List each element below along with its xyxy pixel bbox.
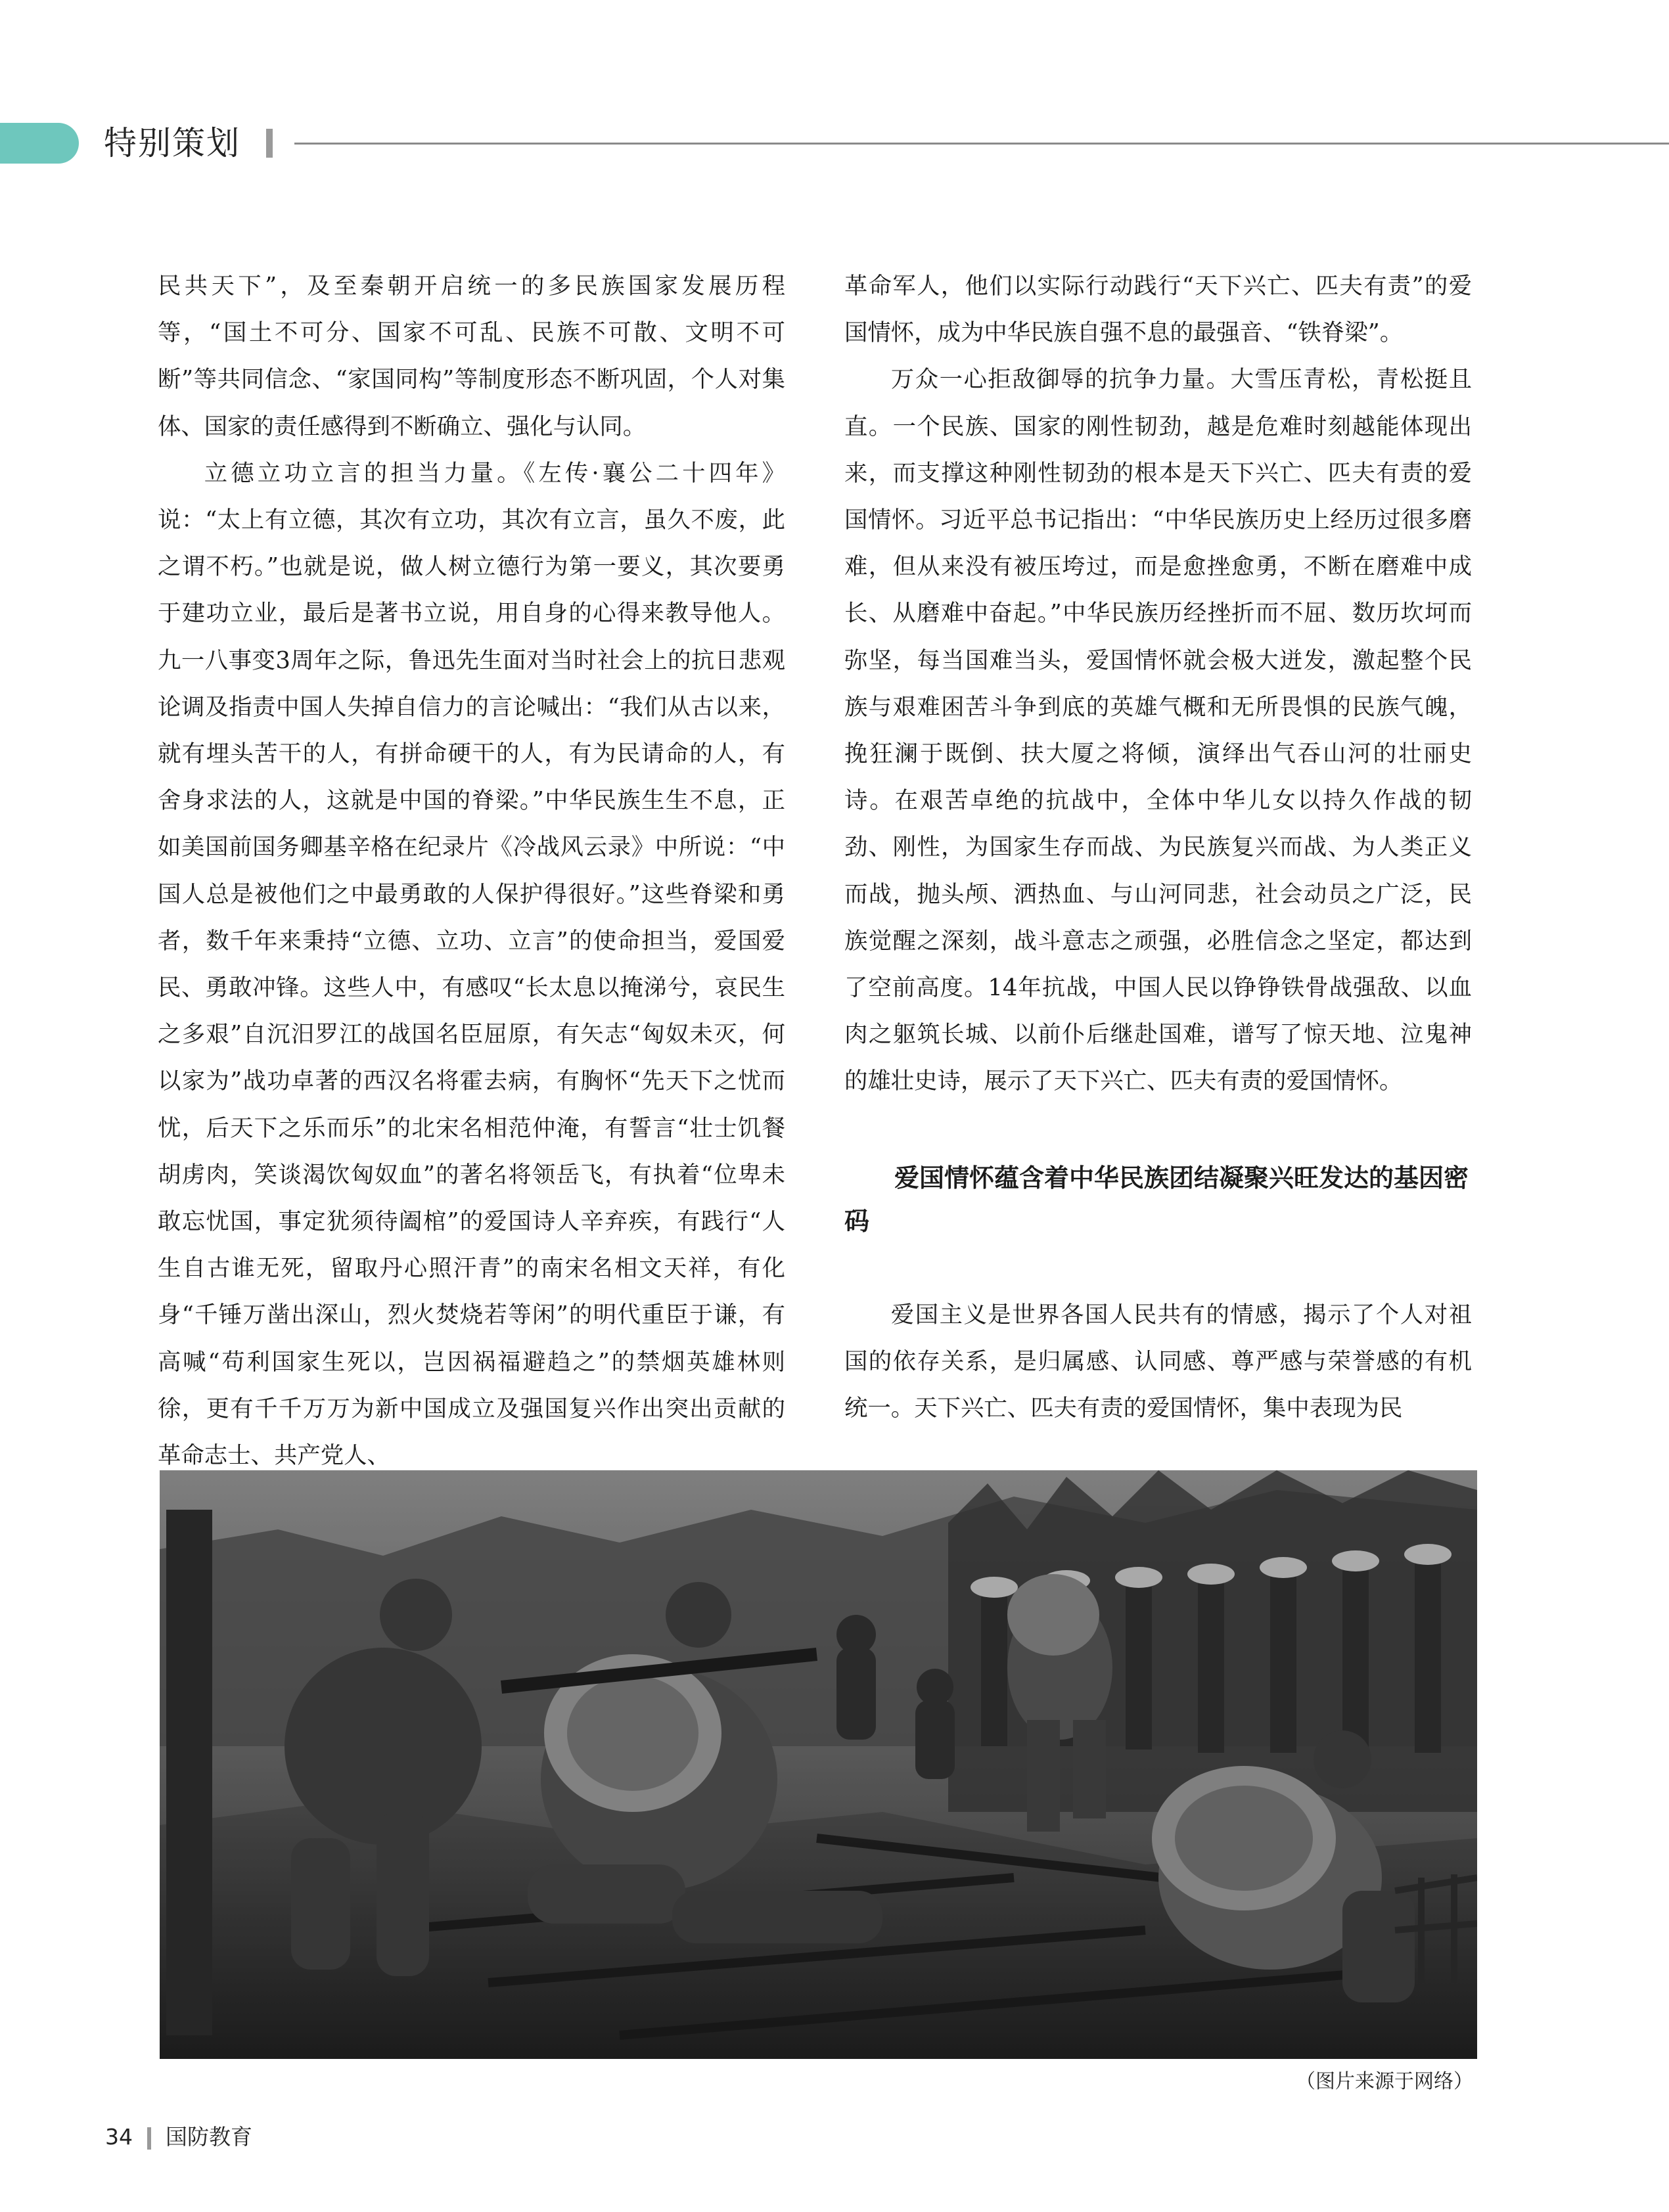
- paragraph: 立德立功立言的担当力量。《左传·襄公二十四年》说：“太上有立德，其次有立功，其次有立言，虽久不废，此之谓不朽。”也就是说，做人树立德行为第一要义，其次要勇于建功立业，最后是著书立说，用自身的心得来教导他人。九一八事变3周年之际，鲁迅先生面对当时社会上的抗日悲观论调及指责中国人失掉自信力的言论喊出：“我们从古以来，就有埋头苦干的人，有拼命硬干的人，有为民请命的人，有舍身求法的人，这就是中国的脊梁。”中华民族生生不息，正如美国前国务卿基辛格在纪录片《冷战风云录》中所说：“中国人总是被他们之中最勇敢的人保护得很好。”这些脊梁和勇者，数千年来秉持“立德、立功、立言”的使命担当，爱国爱民、勇敢冲锋。这些人中，有感叹“长太息以掩涕兮，哀民生之多艰”自沉汨罗江的战国名臣屈原，有矢志“匈奴未灭，何以家为”战功卓著的西汉名将霍去病，有胸怀“先天下之忧而忧，后天下之乐而乐”的北宋名相范仲淹，有誓言“壮士饥餐胡虏肉，笑谈渴饮匈奴血”的著名将领岳飞，有执着“位卑未敢忘忧国，事定犹须待阖棺”的爱国诗人辛弃疾，有践行“人生自古谁无死，留取丹心照汗青”的南宋名相文天祥，有化身“千锤万凿出深山，烈火焚烧若等闲”的明代重臣于谦，有高喊“苟利国家生死以，岂因祸福避趋之”的禁烟英雄林则徐，更有千千万万为新中国成立及强国复兴作出突出贡献的革命志士、共产党人、: [158, 459, 785, 1470]
- section-divider-mark: [266, 129, 273, 158]
- footer-divider: [147, 2127, 151, 2150]
- paragraph: 万众一心拒敌御辱的抗争力量。大雪压青松，青松挺且直。一个民族、国家的刚性韧劲，越是危难时刻越能体现出来，而支撑这种刚性韧劲的根本是天下兴亡、匹夫有责的爱国情怀。习近平总书记指出：“中华民族历史上经历过很多磨难，但从来没有被压垮过，而是愈挫愈勇，不断在磨难中成长、从磨难中奋起。”中华民族历经挫折而不屈、数历坎坷而弥坚，每当国难当头，爱国情怀就会极大迸发，激起整个民族与艰难困苦斗争到底的英雄气概和无所畏惧的民族气魄，挽狂澜于既倒、扶大厦之将倾，演绎出气吞山河的壮丽史诗。在艰苦卓绝的抗战中，全体中华儿女以持久作战的韧劲、刚性，为国家生存而战、为民族复兴而战、为人类正义而战，抛头颅、洒热血、与山河同悲，社会动员之广泛，民族觉醒之深刻，战斗意志之顽强，必胜信念之坚定，都达到了空前高度。14年抗战，中国人民以铮铮铁骨战强敌、以血肉之躯筑长城、以前仆后继赴国难，谱写了惊天地、泣鬼神的雄壮史诗，展示了天下兴亡、匹夫有责的爱国情怀。: [844, 366, 1472, 1095]
- header-rule: [294, 143, 1669, 145]
- magazine-name: 国防教育: [166, 2124, 252, 2150]
- section-heading: 爱国情怀蕴含着中华民族团结凝聚兴旺发达的基因密码: [844, 1163, 1469, 1236]
- left-column: [158, 263, 785, 1479]
- right-column: [844, 263, 1472, 1432]
- section-tab-marker: [0, 123, 79, 164]
- paragraph: 民共天下”，及至秦朝开启统一的多民族国家发展历程等，“国土不可分、国家不可乱、民族不可散、文明不可断”等共同信念、“家国同构”等制度形态不断巩固，个人对集体、国家的责任感得到不断确立、强化与认同。: [158, 273, 785, 440]
- paragraph: 爱国主义是世界各国人民共有的情感，揭示了个人对祖国的依存关系，是归属感、认同感、尊严感与荣誉感的有机统一。天下兴亡、匹夫有责的爱国情怀，集中表现为民: [844, 1301, 1472, 1422]
- page-footer: [105, 2119, 252, 2156]
- photo-caption: （图片来源于网络）: [1296, 2070, 1473, 2093]
- paragraph: 革命军人，他们以实际行动践行“天下兴亡、匹夫有责”的爱国情怀，成为中华民族自强不息的最强音、“铁脊梁”。: [844, 273, 1472, 347]
- war-photo: [160, 1470, 1477, 2059]
- page-number: 34: [105, 2124, 133, 2150]
- section-title: 特别策划: [104, 124, 240, 162]
